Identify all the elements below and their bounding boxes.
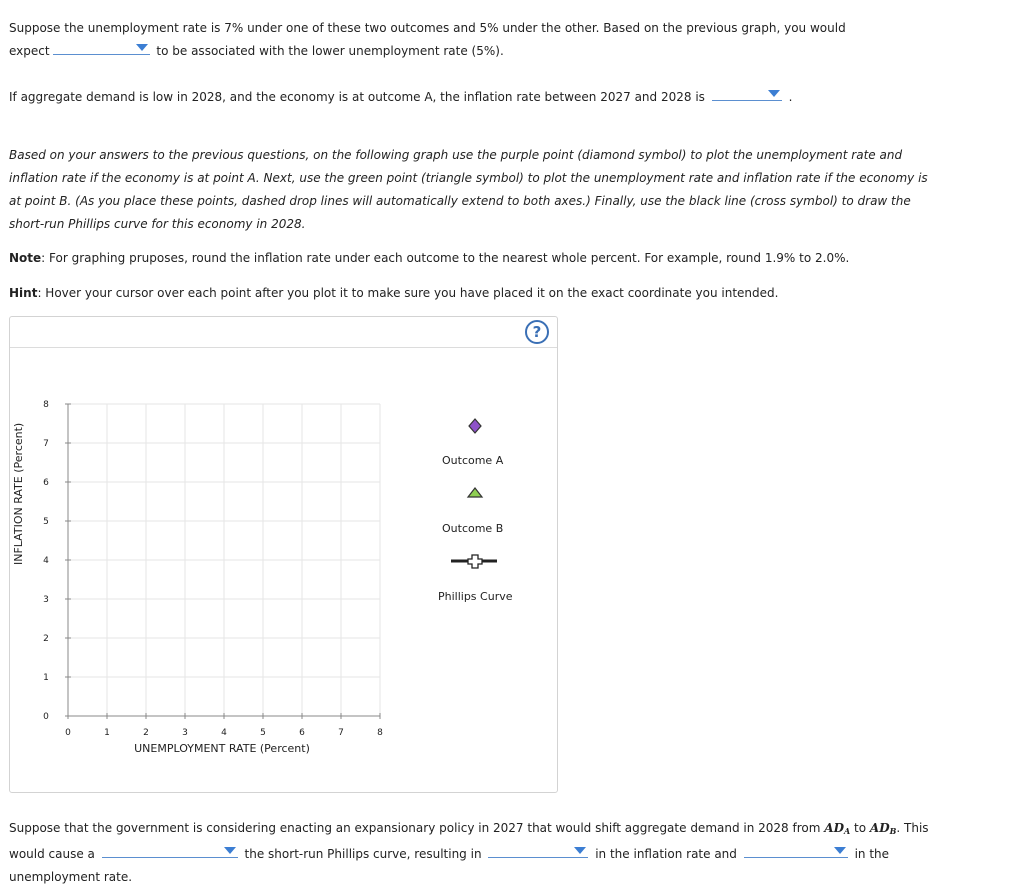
y-tick-label: 7 (43, 439, 49, 449)
x-tick-labels (65, 728, 383, 738)
phillips-curve-cross-icon[interactable] (451, 555, 497, 568)
q3-text-f: unemployment rate. (9, 870, 133, 884)
phillips-curve-label: Phillips Curve (438, 590, 513, 603)
x-tick-label: 6 (299, 728, 305, 738)
instructions-line-3: at point B. (As you place these points, dashed drop lines will automatically extend to both axes.) Finally, use the black line (cross symbol) to draw the (9, 194, 911, 208)
note-label: Note (9, 251, 42, 265)
q3-text-to: to (854, 821, 867, 835)
x-tick-label: 1 (104, 728, 110, 738)
y-tick-label: 4 (43, 556, 49, 566)
grid (68, 404, 380, 716)
chevron-down-icon (574, 847, 586, 854)
outcome-b-label: Outcome B (442, 522, 504, 535)
y-tick-labels (43, 400, 49, 722)
q3-text-e: in the (854, 847, 890, 861)
shift-dropdown[interactable] (102, 843, 238, 858)
q3-text-a: Suppose that the government is considering enacting an expansionary policy in 2027 that would shift aggregate demand in 2028 from (9, 821, 821, 835)
q3-text-c: the short-run Phillips curve, resulting in (244, 847, 482, 861)
x-tick-label: 2 (143, 728, 149, 738)
hint-text: : Hover your cursor over each point after you plot it to make sure you have placed it on the exact coordinate you intended. (37, 286, 779, 300)
q3-text-this: . This (896, 821, 929, 835)
y-tick-label: 0 (43, 712, 49, 722)
q3-text-b: would cause a (9, 847, 95, 861)
hint-label: Hint (9, 286, 38, 300)
ad-b-label: $AD_B$ (869, 821, 897, 836)
help-icon[interactable]: ? (525, 320, 549, 344)
note-text: : For graphing pruposes, round the inflation rate under each outcome to the nearest whole percent. For example, round 1.9% to 2.0%. (41, 251, 850, 265)
x-tick-label: 7 (338, 728, 344, 738)
q2-text-b: . (788, 90, 793, 104)
x-tick-label: 0 (65, 728, 71, 738)
question-3 (9, 817, 929, 889)
instructions-line-4: short-run Phillips curve for this economy in 2028. (9, 217, 306, 231)
x-tick-label: 5 (260, 728, 266, 738)
chevron-down-icon (834, 847, 846, 854)
y-axis-title: INFLATION RATE (Percent) (12, 422, 25, 565)
axes (65, 404, 380, 719)
outcome-a-diamond-icon[interactable] (469, 419, 481, 433)
outcome-a-label: Outcome A (442, 454, 504, 467)
q3-text-d: in the inflation rate and (595, 847, 737, 861)
ad-a-label: $AD_A$ (824, 821, 851, 836)
y-tick-label: 3 (43, 595, 49, 605)
x-tick-label: 3 (182, 728, 188, 738)
instructions-line-2: inflation rate if the economy is at point A. Next, use the green point (triangle symbol) to plot the unemployment rate and inflation rate if the economy is (9, 171, 928, 185)
y-tick-label: 1 (43, 673, 49, 683)
y-tick-label: 5 (43, 517, 49, 527)
outcome-b-triangle-icon[interactable] (468, 488, 482, 497)
q1-text-a: Suppose the unemployment rate is 7% under one of these two outcomes and 5% under the other. Based on the previous graph, you would (9, 21, 846, 35)
x-tick-label: 4 (221, 728, 227, 738)
chevron-down-icon (224, 847, 236, 854)
x-tick-label: 8 (377, 728, 383, 738)
result1-dropdown[interactable] (488, 843, 588, 858)
instructions-line-1: Based on your answers to the previous questions, on the following graph use the purple point (diamond symbol) to plot the unemployment rate and (9, 148, 903, 162)
y-tick-label: 2 (43, 634, 49, 644)
q1-text-c: to be associated with the lower unemployment rate (5%). (156, 44, 504, 58)
y-tick-label: 8 (43, 400, 49, 410)
x-axis-title: UNEMPLOYMENT RATE (Percent) (134, 742, 310, 755)
q2-text-a: If aggregate demand is low in 2028, and the economy is at outcome A, the inflation rate between 2027 and 2028 is (9, 90, 705, 104)
q1-text-b: expect (9, 44, 50, 58)
y-tick-label: 6 (43, 478, 49, 488)
result2-dropdown[interactable] (744, 843, 848, 858)
